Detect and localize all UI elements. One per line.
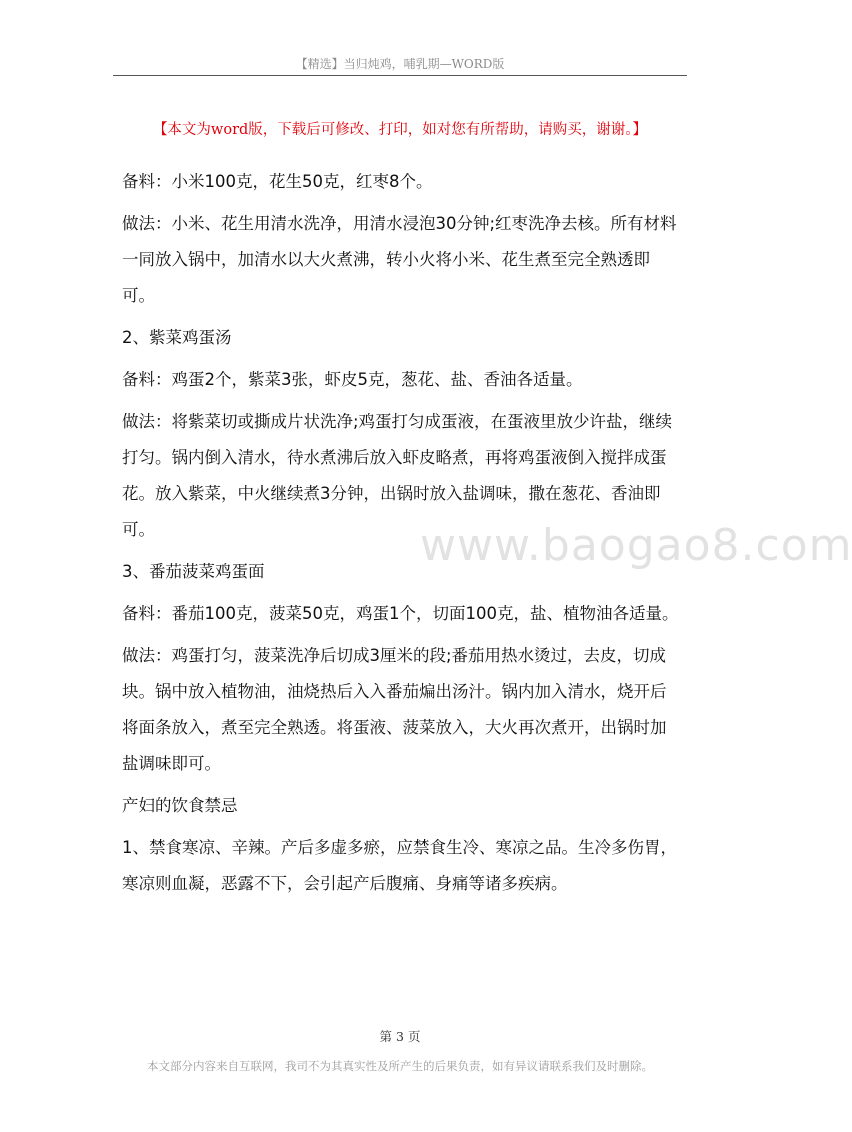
method-paragraph: 做法：鸡蛋打匀，菠菜洗净后切成3厘米的段;番茄用热水烫过，去皮，切成块。锅中放入植物油，油烧热后入入番茄煸出汤汁。锅内加入清水，烧开后将面条放入，煮至完全熟透。将蛋液、菠菜放入，大火再次煮开，出锅时加盐调味即可。: [122, 646, 667, 773]
recipe-heading: 3、番茄菠菜鸡蛋面: [122, 562, 265, 581]
ingredients-paragraph: 备料：鸡蛋2个，紫菜3张，虾皮5克，葱花、盐、香油各适量。: [122, 370, 583, 389]
recipe-heading: 2、紫菜鸡蛋汤: [122, 328, 232, 347]
watermark: www.baogao8.com: [420, 520, 852, 571]
taboo-paragraph: 1、禁食寒凉、辛辣。产后多虚多瘀，应禁食生冷、寒凉之品。生冷多伤胃，寒凉则血凝，恶露不下，会引起产后腹痛、身痛等诸多疾病。: [122, 838, 677, 893]
section-heading: 产妇的饮食禁忌: [122, 796, 238, 815]
download-notice: 【本文为word版，下载后可修改、打印，如对您有所帮助，请购买，谢谢。】: [152, 122, 648, 138]
ingredients-paragraph: 备料：小米100克，花生50克，红枣8个。: [122, 172, 433, 191]
page-header: 【精选】当归炖鸡，哺乳期—WORD版: [295, 57, 505, 71]
header-divider: [113, 75, 687, 76]
page-number: 第 3 页: [379, 1029, 421, 1044]
ingredients-paragraph: 备料：番茄100克，菠菜50克，鸡蛋1个，切面100克，盐、植物油各适量。: [122, 604, 679, 623]
method-paragraph: 做法：小米、花生用清水洗净，用清水浸泡30分钟;红枣洗净去核。所有材料一同放入锅中，加清水以大火煮沸，转小火将小米、花生煮至完全熟透即可。: [122, 214, 677, 305]
method-paragraph: 做法：将紫菜切或撕成片状洗净;鸡蛋打匀成蛋液，在蛋液里放少许盐，继续打匀。锅内倒入清水，待水煮沸后放入虾皮略煮，再将鸡蛋液倒入搅拌成蛋花。放入紫菜，中火继续煮3分钟，出锅时放入盐调味，撒在葱花、香油即可。: [122, 412, 673, 539]
footer-disclaimer: 本文部分内容来自互联网，我司不为其真实性及所产生的后果负责，如有异议请联系我们及时删除。: [147, 1059, 653, 1073]
